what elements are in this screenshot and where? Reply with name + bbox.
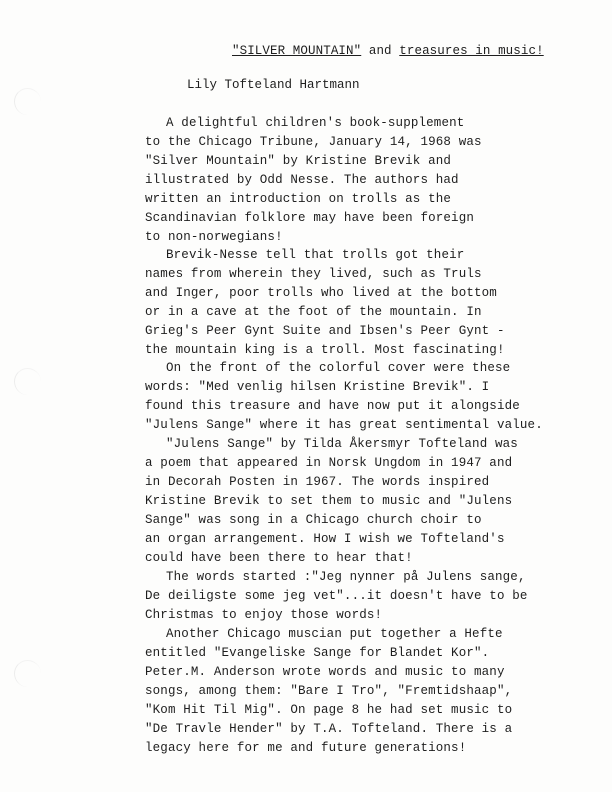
body-line: "Kom Hit Til Mig". On page 8 he had set music to	[145, 703, 513, 717]
title-quoted: "SILVER MOUNTAIN"	[232, 44, 362, 58]
title-rest: treasures in music!	[399, 44, 544, 58]
body-line: "Silver Mountain" by Kristine Brevik and	[145, 154, 452, 168]
body-line: a poem that appeared in Norsk Ungdom in 1947 and	[145, 456, 513, 470]
body-line: "De Travle Hender" by T.A. Tofteland. There is a	[145, 722, 513, 736]
body-line: Peter.M. Anderson wrote words and music to many	[145, 665, 505, 679]
document-title	[232, 44, 544, 58]
body-line: and Inger, poor trolls who lived at the bottom	[145, 286, 497, 300]
body-line: A delightful children's book-supplement	[166, 116, 465, 130]
body-line: De deiligste some jeg vet"...it doesn't have to be	[145, 589, 528, 603]
punch-hole-mark	[14, 368, 41, 395]
punch-hole-mark	[14, 88, 41, 115]
body-line: The words started :"Jeg nynner på Julens sange,	[166, 570, 526, 584]
body-line: Brevik-Nesse tell that trolls got their	[166, 248, 465, 262]
body-line: found this treasure and have now put it alongside	[145, 399, 520, 413]
body-line: or in a cave at the foot of the mountain. In	[145, 305, 482, 319]
body-line: "Julens Sange" where it has great sentimental value.	[145, 418, 543, 432]
body-line: Scandinavian folklore may have been foreign	[145, 211, 475, 225]
title-and: and	[368, 44, 392, 58]
body-line: "Julens Sange" by Tilda Åkersmyr Tofteland was	[166, 437, 518, 451]
body-line: could have been there to hear that!	[145, 551, 413, 565]
body-line: legacy here for me and future generations!	[145, 741, 467, 755]
body-line: the mountain king is a troll. Most fascinating!	[145, 343, 505, 357]
author-name: Lily Tofteland Hartmann	[187, 78, 360, 92]
body-line: songs, among them: "Bare I Tro", "Fremtidshaap",	[145, 684, 513, 698]
body-line: an organ arrangement. How I wish we Tofteland's	[145, 532, 505, 546]
body-line: to the Chicago Tribune, January 14, 1968 was	[145, 135, 482, 149]
body-line: Sange" was song in a Chicago church choir to	[145, 513, 482, 527]
punch-hole-mark	[14, 660, 41, 687]
body-line: to non-norwegians!	[145, 230, 283, 244]
body-line: illustrated by Odd Nesse. The authors had	[145, 173, 459, 187]
body-line: in Decorah Posten in 1967. The words inspired	[145, 475, 490, 489]
body-line: Grieg's Peer Gynt Suite and Ibsen's Peer Gynt -	[145, 324, 505, 338]
body-line: written an introduction on trolls as the	[145, 192, 452, 206]
body-line: Kristine Brevik to set them to music and "Julens	[145, 494, 513, 508]
body-line: Another Chicago muscian put together a Hefte	[166, 627, 503, 641]
body-line: entitled "Evangeliske Sange for Blandet Kor".	[145, 646, 490, 660]
body-line: names from wherein they lived, such as Truls	[145, 267, 482, 281]
body-line: On the front of the colorful cover were these	[166, 361, 511, 375]
body-line: words: "Med venlig hilsen Kristine Brevik". I	[145, 380, 490, 394]
body-line: Christmas to enjoy those words!	[145, 608, 383, 622]
